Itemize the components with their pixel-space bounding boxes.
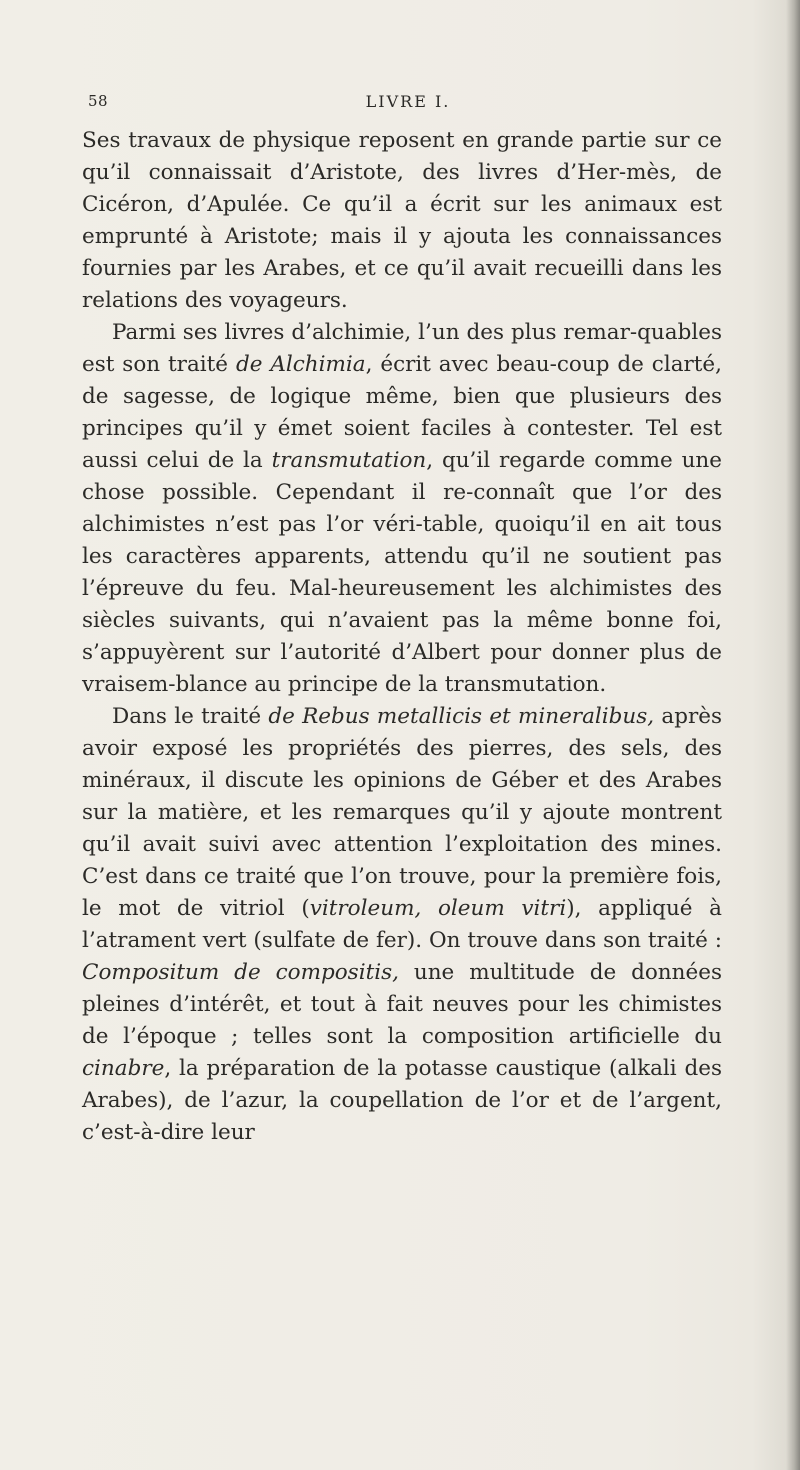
body-text xyxy=(82,125,722,1149)
text-segment: Parmi ses livres d’alchimie, l’un des plus remar-quables est son traité xyxy=(82,320,722,377)
text-segment: Ses travaux de physique reposent en grande partie sur ce qu’il connaissait d’Aristote, des livres d’Her-mès, de Cicéron, d’Apulée. Ce qu’il a écrit sur les animaux est emprunté à Aristote; mais il y ajouta les connaissances fournies par les Arabes, et ce qu’il avait recueilli dans les relations des voyageurs. xyxy=(82,128,722,313)
italic-text: transmutation xyxy=(271,448,427,473)
italic-text: de Rebus metallicis et mineralibus, xyxy=(268,704,655,729)
paragraph xyxy=(82,317,722,701)
text-segment: , qu’il regarde comme une chose possible. Cependant il re-connaît que l’or des alchimistes n’est pas l’or véri-table, quoiqu’il en ait tous les caractères apparents, attendu qu’il ne soutient pas l’épreuve du feu. Mal-heureusement les alchimistes des siècles suivants, qui n’avaient pas la même bonne foi, s’appuyèrent sur l’autorité d’Albert pour donner plus de vraisem-blance au principe de la transmutation. xyxy=(82,448,722,697)
page-number: 58 xyxy=(88,92,109,110)
text-segment: , écrit avec beau-coup de clarté, de sagesse, de logique même, bien que plusieurs des principes qu’il y émet soient faciles à contester. Tel est aussi celui de la xyxy=(82,352,722,473)
running-head: LIVRE I. xyxy=(365,92,451,111)
paragraph xyxy=(82,701,722,1149)
text-segment: , la préparation de la potasse caustique (alkali des Arabes), de l’azur, la coupellation de l’or et de l’argent, c’est-à-dire leur xyxy=(82,1056,722,1145)
text-segment: ), appliqué à l’atrament vert (sulfate de fer). On trouve dans son traité : xyxy=(82,896,722,953)
page-header xyxy=(88,92,728,116)
text-segment: Dans le traité xyxy=(112,704,269,729)
italic-text: Compositum de compositis, xyxy=(82,960,399,985)
paragraph xyxy=(82,125,722,317)
page-binding-shadow xyxy=(786,0,800,1470)
italic-text: cinabre xyxy=(82,1056,165,1081)
text-segment: après avoir exposé les propriétés des pierres, des sels, des minéraux, il discute les opinions de Géber et des Arabes sur la matière, et les remarques qu’il y ajoute montrent qu’il avait suivi avec attention l’exploitation des mines. C’est dans ce traité que l’on trouve, pour la première fois, le mot de vitriol ( xyxy=(82,704,723,921)
text-segment: une multitude de données pleines d’intérêt, et tout à fait neuves pour les chimistes de l’époque ; telles sont la composition artificielle du xyxy=(82,960,722,1049)
italic-text: vitroleum, oleum vitri xyxy=(309,896,567,921)
italic-text: de Alchimia xyxy=(235,352,366,377)
